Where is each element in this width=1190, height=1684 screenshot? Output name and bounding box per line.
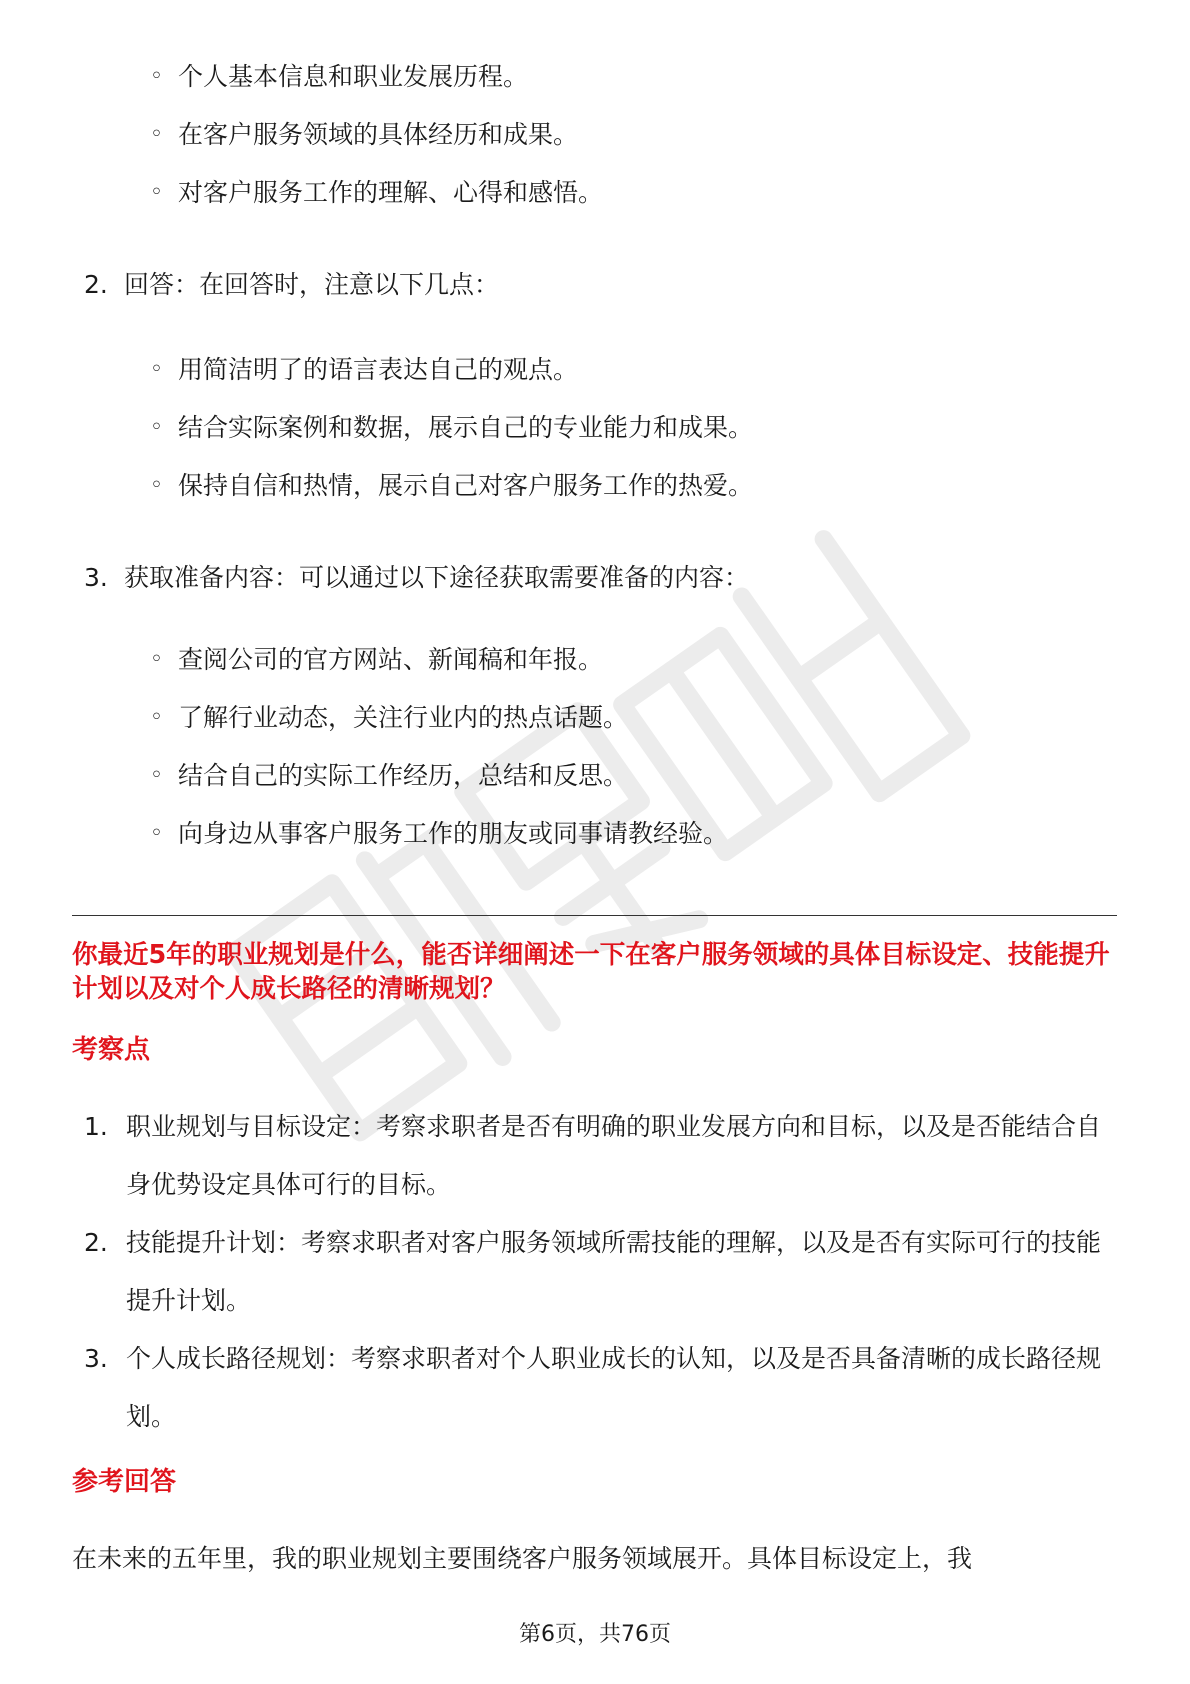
section-divider <box>72 915 1117 916</box>
list-item-text: 向身边从事客户服务工作的朋友或同事请教经验。 <box>178 819 729 848</box>
list-item-text: 对客户服务工作的理解、心得和感悟。 <box>178 178 604 207</box>
list-item-text: 个人基本信息和职业发展历程。 <box>178 62 529 91</box>
list-item-text: 结合自己的实际工作经历，总结和反思。 <box>178 761 629 790</box>
sub-list-answer-tips <box>150 341 753 515</box>
item-number: 2. <box>84 270 108 299</box>
bullet-icon: ◦ <box>150 180 163 205</box>
list-item <box>150 106 603 164</box>
list-item <box>84 1214 1119 1330</box>
list-item <box>150 747 728 805</box>
bullet-icon: ◦ <box>150 415 163 440</box>
bullet-icon: ◦ <box>150 357 163 382</box>
list-item <box>150 341 753 399</box>
bullet-icon: ◦ <box>150 64 163 89</box>
list-item <box>84 1098 1119 1214</box>
list-item-text: 在客户服务领域的具体经历和成果。 <box>178 120 579 149</box>
interview-question: 你最近5年的职业规划是什么，能否详细阐述一下在客户服务领域的具体目标设定、技能提升计划以及对个人成长路径的清晰规划？ <box>72 940 1110 1004</box>
item-number: 2. <box>84 1228 108 1257</box>
list-item-text: 结合实际案例和数据，展示自己的专业能力和成果。 <box>178 413 754 442</box>
list-item <box>150 399 753 457</box>
item-text: 职业规划与目标设定：考察求职者是否有明确的职业发展方向和目标，以及是否能结合自身优势设定具体可行的目标。 <box>126 1112 1102 1199</box>
item-text: 回答：在回答时，注意以下几点： <box>124 270 500 299</box>
item-number: 3. <box>84 563 108 592</box>
item-text: 获取准备内容：可以通过以下途径获取需要准备的内容： <box>124 563 750 592</box>
item-text: 个人成长路径规划：考察求职者对个人职业成长的认知，以及是否具备清晰的成长路径规划。 <box>126 1344 1102 1431</box>
list-item-text: 了解行业动态，关注行业内的热点话题。 <box>178 703 629 732</box>
bullet-icon: ◦ <box>150 122 163 147</box>
reference-answer-text: 在未来的五年里，我的职业规划主要围绕客户服务领域展开。具体目标设定上，我 <box>72 1544 973 1573</box>
list-item <box>150 48 603 106</box>
bullet-icon: ◦ <box>150 763 163 788</box>
item-text: 技能提升计划：考察求职者对客户服务领域所需技能的理解，以及是否有实际可行的技能提升计划。 <box>126 1228 1102 1315</box>
list-item <box>150 164 603 222</box>
list-item-text: 用简洁明了的语言表达自己的观点。 <box>178 355 579 384</box>
bullet-icon: ◦ <box>150 473 163 498</box>
list-item-text: 保持自信和热情，展示自己对客户服务工作的热爱。 <box>178 471 754 500</box>
numbered-item-prep-content <box>84 549 749 607</box>
sub-list-prep-sources <box>150 631 728 863</box>
list-item <box>150 689 728 747</box>
list-item-text: 查阅公司的官方网站、新闻稿和年报。 <box>178 645 604 674</box>
list-item <box>84 1330 1119 1446</box>
bullet-icon: ◦ <box>150 821 163 846</box>
list-item <box>150 457 753 515</box>
list-item <box>150 631 728 689</box>
numbered-item-answer <box>84 256 499 314</box>
reference-answer-heading: 参考回答 <box>72 1467 177 1497</box>
exam-points-list <box>84 1098 1119 1446</box>
list-item <box>150 805 728 863</box>
exam-points-heading: 考察点 <box>72 1035 151 1065</box>
item-number: 3. <box>84 1344 108 1373</box>
bullet-icon: ◦ <box>150 705 163 730</box>
item-number: 1. <box>84 1112 108 1141</box>
bullet-icon: ◦ <box>150 647 163 672</box>
page-number-footer: 第6页，共76页 <box>519 1622 671 1647</box>
sub-list-personal-intro <box>150 48 603 222</box>
